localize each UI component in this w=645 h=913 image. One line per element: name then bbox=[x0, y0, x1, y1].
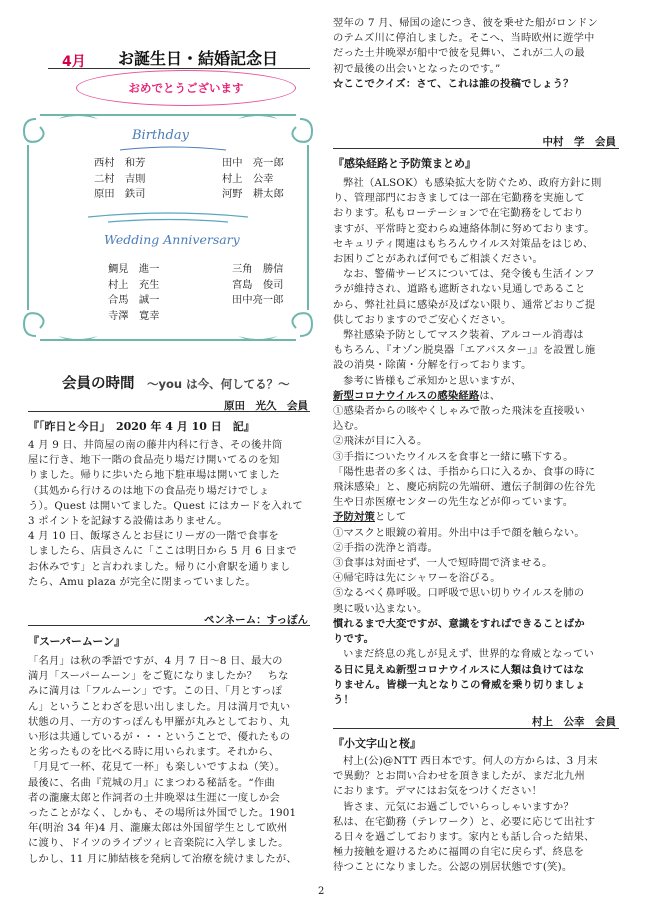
birthday-name: 原田 鉄司 bbox=[94, 188, 146, 200]
article2-line: 最後に、名曲『荒城の月』にまつわる秘話を。“作曲 bbox=[28, 776, 275, 789]
prevent-line: りです。 bbox=[333, 633, 375, 646]
wedding-name: 田中亮一郎 bbox=[232, 294, 284, 306]
wedding-name: 三角 勝信 bbox=[232, 263, 284, 275]
article4-author: 村上 公幸 会員 bbox=[532, 716, 616, 728]
closing-line: う！ bbox=[333, 693, 354, 706]
congrats-banner bbox=[76, 70, 296, 106]
article3-line: 参考に皆様もご承知かと思いますが、 bbox=[343, 374, 522, 387]
article4-line: 私は、在宅勤務（テレワーク）と、必要に応じて出社す bbox=[333, 815, 596, 828]
title-underline bbox=[48, 68, 310, 69]
article3-line: 供しておりますのでご安心ください。 bbox=[333, 313, 512, 326]
birthday-label: Birthday bbox=[132, 128, 189, 143]
route-line: 「陽性患者の多くは、手指から口に入るか、食事の時に bbox=[333, 465, 596, 478]
article4-line: で異動？とお問い合わせを頂きましたが、まだ北九州 bbox=[333, 770, 585, 783]
article4-line: 極力接触を避けるために福岡の自宅に戻らず、終息を bbox=[333, 846, 585, 859]
members-section-title: 会員の時間 bbox=[62, 376, 135, 392]
article2-line: みに満月は「フルムーン」です。この日、「月とすっぽ bbox=[28, 685, 283, 698]
members-section-subtitle: ～you は今、何してる？～ bbox=[147, 377, 290, 391]
article2-line: 者の瀧廉太郎と作詞者の土井晩翠は生涯に一度しか会 bbox=[28, 791, 280, 804]
article1-author: 原田 光久 会員 bbox=[224, 400, 308, 412]
header-month: 4月 bbox=[62, 54, 86, 70]
route-line: 込む。 bbox=[333, 420, 365, 433]
article2-line: 状態の月、一方のすっぽんも甲羅が丸みとしており、丸 bbox=[28, 715, 290, 728]
prevent-heading-suffix: として bbox=[375, 511, 407, 524]
article2-continued-line: 翌年の 7 月、帰国の途につき、彼を乗せた船がロンドン bbox=[333, 17, 599, 29]
article2-author: ペンネーム：すっぽん bbox=[203, 614, 308, 626]
article3-line: もちろん、『オゾン脱臭器「エアバスター」』を設置し施 bbox=[333, 344, 596, 357]
congrats-text: おめでとうございます bbox=[128, 81, 244, 95]
article3-line: おります。私もローテーションで在宅勤務をしており bbox=[333, 207, 584, 220]
article2-continued-line: だった土井晩翠が船中で彼を見舞い、これが二人の最 bbox=[333, 47, 585, 60]
wedding-name: 鯛見 進一 bbox=[108, 263, 160, 275]
prevent-heading-row bbox=[333, 510, 601, 525]
prevent-line: ③食事は対面せず、一人で短時間で済ませる。 bbox=[333, 557, 553, 570]
article2-line: と劣ったものを比べる時に用いられます。それから、 bbox=[28, 746, 280, 759]
article2-line: 満月「スーパームーン」をご覧になりましたか？ ちな bbox=[28, 670, 289, 683]
article4-line: 村上(公)@NTT 西日本です。何人の方からは、3 月末 bbox=[343, 755, 598, 767]
article2-line: 年(明治 34 年)4 月、瀧廉太郎は外国留学生として欧州 bbox=[28, 822, 288, 835]
article3-line: ラが維持され、道路も遮断されない見通しであること bbox=[333, 283, 586, 296]
article2-line: 「月見て一杯、花見て一杯」も楽しいですよね（笑）。 bbox=[28, 761, 286, 774]
wedding-name: 合馬 誠一 bbox=[108, 294, 160, 306]
prevent-heading: 予防対策 bbox=[333, 511, 375, 524]
birthday-name: 村上 公幸 bbox=[222, 172, 274, 185]
closing-line: いまだ終息の兆しが見えず、世界的な脅威となってい bbox=[343, 648, 595, 661]
route-line: ③手指についたウイルスを食事と一緒に嚥下する。 bbox=[333, 450, 574, 463]
article1-line: う）。Quest は開いてました。Quest にはカードを入れて bbox=[28, 499, 303, 512]
article3-line: 弊社感染予防としてマスク装着、アルコール消毒は bbox=[343, 329, 584, 342]
article2-line: い形は共通しているが・・・ということで、優れたもの bbox=[28, 731, 291, 744]
route-heading-suffix: は、 bbox=[479, 389, 501, 402]
wedding-name: 寺澤 寛幸 bbox=[108, 309, 160, 322]
route-heading-row bbox=[333, 389, 601, 404]
route-line: ②飛沫が目に入る。 bbox=[333, 435, 428, 448]
prevent-line: ①マスクと眼鏡の着用。外出中は手で顔を触らない。 bbox=[333, 526, 585, 539]
article3-line: り、管理部門におきましては一部在宅勤務を実施して bbox=[333, 192, 585, 205]
article4-line: る日々を過ごしております。家内とも話し合った結果、 bbox=[333, 831, 595, 844]
quiz-line: ☆ここでクイズ：さて、これは誰の投稿でしょう？ bbox=[333, 77, 574, 90]
article4-title: 『小文字山と桜』 bbox=[333, 737, 421, 750]
article2-line: 「名月」は秋の季語ですが、4 月 7 日～8 日、最大の bbox=[28, 655, 283, 667]
prevent-line: ⑤なるべく鼻呼吸。口呼吸で思い切りウイルスを肺の bbox=[333, 587, 585, 600]
article1-title: 『「昨日と今日」 2020 年 4 月 10 日 記』 bbox=[28, 420, 255, 433]
article2-line: ん」ということわざを思い出しました。月は満月で丸い bbox=[28, 700, 291, 713]
article3-line: 弊社（ALSOK）も感染拡大を防ぐため、政府方針に則 bbox=[343, 177, 602, 189]
closing-line: りません。皆様一丸となりこの脅威を乗り切りましょ bbox=[333, 678, 586, 691]
article2-continued-line: のテムズ川に停泊しました。そこへ、当時欧州に遊学中 bbox=[333, 32, 595, 45]
article1-line: たら、Amu plaza が完全に閉まっていました。 bbox=[28, 575, 256, 588]
route-line: ①感染者からの咳やくしゃみで散った飛沫を直接吸い bbox=[333, 405, 585, 418]
article3-line: セキュリティ関連はもちろんウイルス対策品をはじめ、 bbox=[333, 237, 594, 250]
article3-line: から、弊社社員に感染が及ばない限り、通常どおりご提 bbox=[333, 298, 596, 311]
article3-line: 設の消臭・除菌・分解を行っております。 bbox=[333, 359, 532, 372]
article1-line: しましたら、店員さんに「ここは明日から 5 月 6 日まで bbox=[28, 545, 297, 558]
wedding-label: Wedding Anniversary bbox=[104, 232, 240, 247]
birthday-name: 二村 吉則 bbox=[94, 172, 146, 185]
article1-line: （其処から行けるのは地下の食品売り場だけでしょ bbox=[28, 484, 270, 497]
article1-line: 4 月 9 日、井筒屋の南の藤井内科に行き、その後井筒 bbox=[28, 439, 283, 451]
wedding-name: 宮島 俊司 bbox=[232, 278, 284, 291]
article2-line: に渡り、ドイツのライプツィヒ音楽院に入学しました。 bbox=[28, 837, 289, 850]
article4-line: 皆さま、元気にお過ごしでいらっしゃいますか？ bbox=[343, 800, 574, 813]
route-line: 飛沫感染」と、慶応病院の先端研、遺伝子制御の佐谷先 bbox=[333, 481, 596, 494]
birthday-flourish bbox=[118, 146, 228, 154]
prevent-line: ④帰宅時は先にシャワーを浴びる。 bbox=[333, 572, 501, 585]
prevent-line: ②手指の洗浄と消毒。 bbox=[333, 541, 438, 554]
birthday-name: 河野 耕太郎 bbox=[222, 188, 284, 200]
article1-line: お休みです」と言われました。帰りに小倉駅を通りまし bbox=[28, 560, 291, 573]
article2-continued-line: 初で最後の出会いとなったのです。” bbox=[333, 62, 501, 75]
article3-line: なお、警備サービスについては、発令後も生活インフ bbox=[343, 268, 595, 281]
article1-line: 4 月 10 日、飯塚さんとお昼にリーガの一階で食事を bbox=[28, 530, 279, 543]
article2-title: 『スーパームーン』 bbox=[28, 635, 126, 648]
birthday-name: 西村 和芳 bbox=[94, 157, 146, 169]
closing-line: る日に見えぬ新型コロナウイルスに人類は負けてはな bbox=[333, 663, 585, 676]
header-title: お誕生日・結婚記念日 bbox=[118, 49, 279, 68]
article1-line: 屋に行き、地下一階の食品売り場だけ開いてるのを知 bbox=[28, 454, 280, 467]
page-number: 2 bbox=[318, 886, 325, 897]
article4-line: 待つことになりました。公認の別居状態です(笑)。 bbox=[333, 861, 573, 874]
article1-line: りました。帰りに歩いたら地下駐車場は開いてました bbox=[28, 469, 280, 482]
route-heading: 新型コロナウイルスの感染経路 bbox=[333, 389, 480, 402]
article3-title: 『感染経路と予防策まとめ』 bbox=[333, 157, 476, 170]
article1-line: 3 ポイントを記録する設備はありません。 bbox=[28, 515, 228, 528]
article3-author: 中村 学 会員 bbox=[542, 136, 616, 148]
prevent-line: 奥に吸い込まない。 bbox=[333, 602, 428, 615]
article2-line: しかし、11 月に肺結核を発病して治療を続けましたが、 bbox=[28, 852, 297, 865]
wedding-name: 村上 充生 bbox=[108, 278, 160, 291]
birthday-name: 田中 亮一郎 bbox=[222, 157, 284, 169]
article4-line: におります。デマにはお気をつけください！ bbox=[333, 785, 543, 798]
route-line: 生や日赤医療センターの先生などが仰っています。 bbox=[333, 496, 574, 509]
article3-line: ますが、平常時と変わらぬ連絡体制に努めております。 bbox=[333, 222, 595, 235]
article3-line: お困りごとがあれば何でもご相談ください。 bbox=[333, 253, 543, 266]
article2-line: ったことがなく、しかも、その場所は外国でした。1901 bbox=[28, 807, 297, 820]
prevent-line: 慣れるまで大変ですが、意識をすればできることばか bbox=[333, 617, 585, 630]
